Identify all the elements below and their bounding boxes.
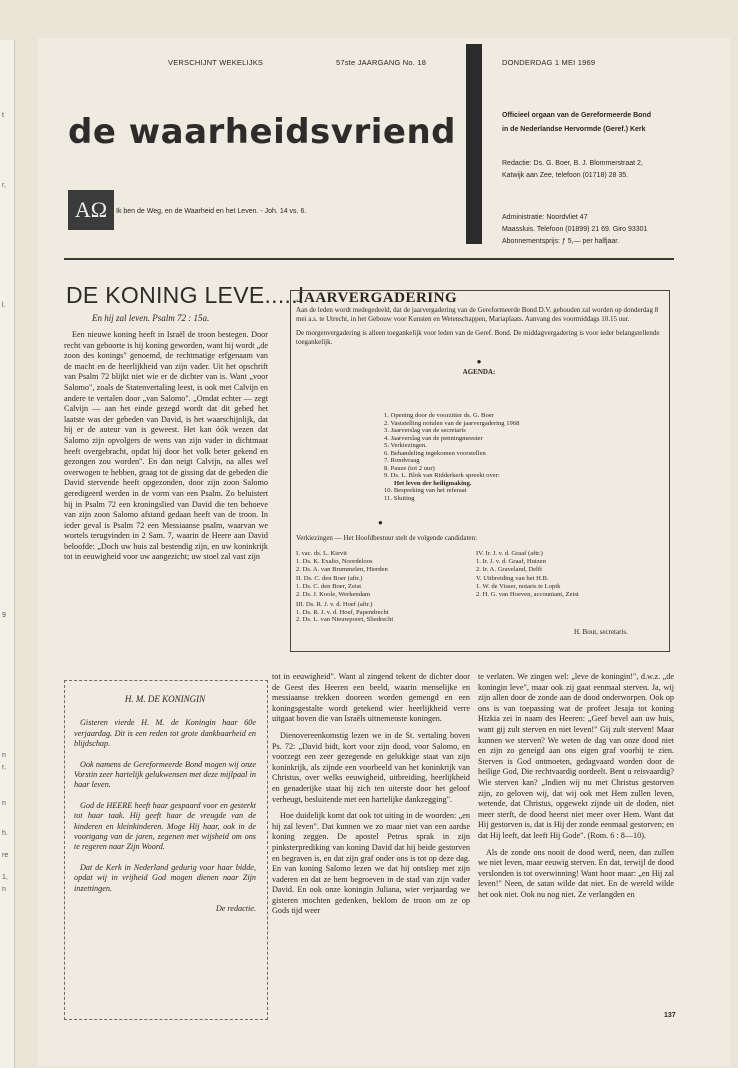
candidate-line: 2. Ds. A. van Brummelen, Hierden [296,565,388,573]
candidate-line: 2. Ds. J. Koole, Werkendam [296,590,371,598]
margin-mark: h. [2,830,8,837]
masthead-title: de waarheidsvriend [68,112,456,152]
masthead-divider [466,44,482,244]
organ-line-2: in de Nederlandse Hervormde (Geref.) Kerk [502,126,646,133]
candidate-line: II. Ds. C. den Boer (aftr.) [296,575,363,583]
organ-line-1: Officieel orgaan van de Gereformeerde Bond [502,112,651,119]
agenda-heading: AGENDA: [462,368,496,377]
admin-line-1: Administratie: Noordvliet 47 [502,214,588,221]
agenda-item: 11. Sluiting [384,494,415,502]
notice-jaarvergadering [296,290,662,377]
agenda-item: 3. Jaarverslag van de secretaris [384,427,466,434]
admin-line-3: Abonnementsprijs: ƒ 5,— per halfjaar. [502,238,620,245]
paragraph: God de HEERE heeft haar gespaard voor en gesterkt tot haar taak. Hij geeft haar de vreugde van de kinderen en kleinkinderen. Moge Hij haar, ook in de voortgang van de jaren, zegenen met wijsheid om ons te regeren naar Zijn Woord. [74,800,256,852]
candidate-line: 1. Ds. C. den Boer, Zeist [296,583,362,591]
page-number: 137 [664,1012,676,1019]
notice-note: De morgenvergadering is alleen toegankelijk voor leden van de Geref. Bond. De middagvergadering is voor ieder belangstellende toegankelijk. [296,329,660,346]
candidate-line: 1. Ir. J. v. d. Graaf, Huizen [476,557,546,565]
paragraph: Als de zonde ons nooit de dood werd, neen, dan zullen we niet leven, maar eeuwig sterven. En dat, terwijl de dood verslonden is tot overwinning! Want hoor maar: „en Hij zal leven!" Neen, de satan wilde dat niet. En de wereld wilde het ook niet. Ook nu nog niet. Ze verlangden en [478,847,674,899]
paragraph: Dienovereenkomstig lezen we in de St. vertaling boven Ps. 72: „David bidt, kort voor zijn dood, voor Salomo, en voorzegt een zeer gezegende en gelukkige staat van zijn koninkrijk, als zijnde een voorbeeld van het koninkrijk van Christus, over welks eeuwigheid, uitbreiding, heerlijkheid en genaderijke staat hij zich ten uiterste door het geloof verheugt, besluitende met een hartelijke dankzegging". [272,730,470,804]
candidates-left [296,550,393,624]
logo-letters: AΩ [74,197,108,222]
agenda-item: 6. Behandeling ingekomen voorstellen [384,449,486,457]
redaction-line-2: Katwijk aan Zee, telefoon (01718) 28 35. [502,172,629,179]
paragraph: Een nieuwe koning heeft in Israël de troon bestegen. Door recht van geboorte is hij koning geworden, want hij wordt „de zoon des konings" genoemd, de rechtmatige erfgenaam van de macht en de heerlijkheid van zijn vader. Uit het opschrift van Psalm 72 blijkt niet wie er de dichter van is. Want „voor Salomo", zoals de Statenvertaling leest, is ook met Calvijn en andere te vertalen door „van Salomo". „Omdat echter — zegt Calvijn — aan het einde gezegd wordt dat dit gebed het laatste was der gebeden van David, is het waarschijnlijk, dat hij er de auteur van is geweest. Het kan óók wezen dat Salomo zijn opvolgers de wens van zijn vader in dichtmaat heeft overgebracht, opdat hij door het volk beter gekend en gezongen zou worden". En dan neigt Calvijn, na alles wel overwogen te hebben, graag tot de gissing dat de gebeden die David stervende heeft opgezonden, door zijn zoon Salomo geredigeerd werden in de vorm van een Psalm. Zo beluistert hij in Psalm 72 een kroningslied van David die ten behoeve van zijn zoon Salomo afstand gedaan heeft van de troon. In ieder geval is Psalm 72 een Messiaanse psalm, waarvan we wortels terugvinden in 2 Sam. 7, waarin de Heere aan David beloofde: „Doch uw huis zal bestendig zijn, en uw koninkrijk tot in eeuwigheid voor uw aangezicht; uw stoel zal vast zijn [64,330,268,562]
candidate-line: I. vac. ds. L. Kievit [296,550,347,557]
notice-intro: Aan de leden wordt medegedeeld, dat de jaarvergadering van de Gereformeerde Bond D.V. gehouden zal worden op donderdag 8 mei a.s. te Utrecht, in het Gebouw voor Kunsten en Wetenschappen, Mariaplaats. Aanvang des voormiddags 10.15 uur. [296,306,659,323]
motto: Ik ben de Weg, en de Waarheid en het Leven. - Joh. 14 vs. 6. [116,208,307,215]
candidate-line: 2. Ir. A. Graveland, Delft [476,565,542,573]
paragraph: Gisteren vierde H. M. de Koningin haar 60e verjaardag. Dit is een reden tot grote dankbaarheid en blijdschap. [74,718,256,749]
candidate-line: V. Uitbreiding van het H.B. [476,575,549,583]
article-column-1 [64,330,268,670]
notice-signature: H. Bout, secretaris. [574,628,628,636]
margin-mark: l. [2,302,6,309]
margin-mark: 1, [2,874,8,881]
agenda-item: 7. Rondvraag [384,457,420,464]
agenda-item: 8. Pauze (tot 2 uur) [384,464,435,472]
candidate-line: 2. H. G. van Hoeven, accountant, Zeist [476,590,579,598]
candidate-line: 1. W. de Visser, notaris te Lopik [476,583,561,591]
boxed-note-title: H. M. DE KONINGIN [124,694,206,704]
agenda-item: 2. Vaststelling notulen van de jaarvergadering 1968 [384,419,520,427]
adjacent-page-strip [0,40,15,1068]
date-label: DONDERDAG 1 MEI 1969 [502,58,596,67]
agenda-item: 4. Jaarverslag van de penningmeester [384,434,483,442]
paragraph: tot in eeuwigheid". Want al zingend tekent de dichter door de Geest des Heeren een beeld, waarin menselijke en messiaanse trekken dooreen worden gemengd en een koningsgestalte wordt getekend wier heerlijkheid verre uitgaat boven die van Israëls uitnemenste koningen. [272,672,470,724]
paragraph: Ook namens de Gereformeerde Bond mogen wij onze Vorstin zeer hartelijk gelukwensen met deze mijlpaal in haar leven. [74,759,256,790]
notice-title: JAARVERGADERING [296,290,458,306]
alpha-omega-logo [68,190,114,230]
volume-label: 57ste JAARGANG No. 18 [336,58,427,67]
article-headline: DE KONING LEVE.....! [66,282,305,308]
candidate-line: 2. Ds. L. van Nieuwpoort, Sliedrecht [296,616,394,624]
margin-mark: r, [2,182,6,189]
paragraph: te verlaten. We zingen wel: „leve de koningin!", d.w.z. „de koningin leve", maar ook zij gaat eenmaal sterven. Ja, wij zijn allen door de zonde aan de dood onderworpen. Ook op ons is van toepassing wat de profeet Jesaja tot koning Hizkia zei in naam des Heeren: „Geef bevel aan uw huis, want gij zult sterven en niet leven!" Gij zult sterven! Maar kunnen we sterven? We weten de dag van onze dood niet en zijn zo geneigd aan ons eigen graf voorbij te zien. Sterven is God ontmoeten, gedagvaard worden door de heilige God, Die rechtvaardig oordeelt. Bent u reisvaardig? Wie sterven kan? „Indien wij nu met Christus gestorven zijn, zo geloven wij, dat wij ook met Hem zullen leven, wetende, dat Christus, opgewekt zijnde uit de doden, niet meer sterft, de dood heerst niet meer over Hem. Want dat Hij gestorven is, dat is Hij der zonde eenmaal gestorven; en dat Hij leeft, dat leeft Hij Gode". (Rom. 6 : 8—10). [478,672,674,840]
candidate-line: 1. Ds. R. J. v. d. Hoef, Papendrecht [296,608,389,616]
margin-mark: re [2,852,9,859]
agenda-item: 9. Ds. L. Blok van Ridderkerk spreekt over: [384,472,500,479]
article-subtitle: En hij zal leven. Psalm 72 : 15a. [92,313,210,323]
elections-intro: Verkiezingen — Het Hoofdbestuur stelt de volgende candidaten: [296,534,477,542]
agenda-item: 5. Verkiezingen. [384,442,427,449]
header-rule [64,258,674,260]
admin-line-2: Maassluis. Telefoon (01899) 21 69. Giro 93301 [502,226,648,233]
margin-mark: t [2,112,4,119]
margin-mark: n [2,800,6,807]
candidates-right [476,550,579,599]
bullet-icon: ● [378,518,383,527]
boxed-note [74,694,256,915]
bullet-icon: ● [476,357,482,367]
article-column-2 [272,672,470,1018]
margin-mark: n [2,752,6,759]
frequency-label: VERSCHIJNT WEKELIJKS [168,58,264,67]
candidate-line: III. Ds. R. J. v. d. Hoef (aftr.) [296,600,373,608]
paragraph: Hoe duidelijk komt dat ook tot uiting in de woorden: „en hij zal leven". Dat kunnen we zo maar niet van een aardse koning zeggen. De apostel Petrus sprak in zijn pinksterprediking van koning David dat hij beide gestorven en begraven is, en dat zijn graf onder ons is tot op deze dag. En van koning Salomo lezen we dat hij ontsliep met zijn vaderen en dat ze hem begroeven in de stad van zijn vader David. En ook onze koningin Juliana, wier verjaardag we gisteren mochten gedenken, beklom de troon om ze op Gods tijd weer [272,811,470,916]
paragraph: Dat de Kerk in Nederland gedurig voor haar bidde, opdat wij in vrijheid God mogen dienen naar Zijn inzettingen. [74,862,256,893]
candidate-line: 1. Ds. K. Exalto, Noordeloos [296,557,373,565]
redaction-line-1: Redactie: Ds. G. Boer, B. J. Blommerstraat 2, [502,160,643,167]
margin-mark: 9 [2,612,6,619]
agenda-item: 1. Opening door de voorzitter ds. G. Boer [384,412,494,419]
agenda-item: 10. Bespreking van het referaat [384,487,467,494]
agenda-item: Het leven der heiligmaking. [394,479,472,487]
agenda-list [384,412,519,502]
candidate-line: IV. Ir. J. v. d. Graaf (aftr.) [476,550,543,557]
boxed-note-signature: De redactie. [215,904,256,914]
margin-mark: n [2,886,6,893]
article-column-3 [478,672,674,1006]
margin-mark: r, [2,764,6,771]
